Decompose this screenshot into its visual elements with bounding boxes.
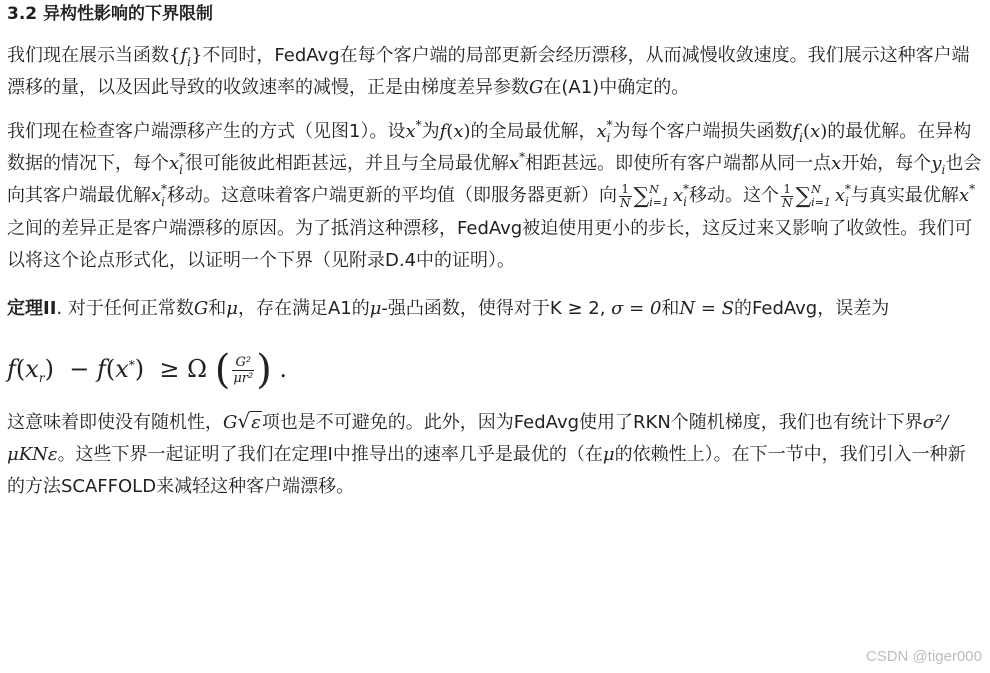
math-f: f (792, 121, 800, 142)
text-span: 在(A1)中确定的。 (543, 77, 690, 98)
text-span: 很可能彼此相距甚远，并且与全局最优解 (185, 153, 509, 174)
section-heading: 3.2 异构性影响的下界限制 (7, 4, 214, 24)
math-brace-close: } (190, 45, 203, 66)
math-x: x (509, 153, 520, 174)
math-star: * (844, 182, 851, 196)
fraction-denominator: N (781, 195, 793, 210)
math-y: y (931, 153, 942, 174)
math-xi-star: x (151, 185, 162, 206)
math-star: * (969, 182, 976, 196)
math-x: x (672, 185, 684, 206)
paragraph-implications (7, 405, 983, 503)
text-span: 也会向其客户端最优解 (7, 153, 982, 206)
text-span: 移动。这意味着客户端更新的平均值（即服务器更新）向 (167, 185, 617, 206)
sum-lower-limit: i=1 (649, 196, 669, 209)
document-page (7, 0, 983, 503)
fraction-numerator: 1 (619, 183, 632, 197)
math-x: x (831, 153, 842, 174)
paragraph-client-drift (7, 116, 983, 277)
math-star: * (606, 118, 613, 132)
theorem-block (7, 293, 983, 325)
math-xi-star: x (169, 153, 180, 174)
math-minus: − (61, 355, 97, 383)
math-paren: ( (15, 355, 26, 383)
math-x: x (25, 355, 39, 383)
math-N-eq-S: N = S (679, 298, 735, 319)
math-paren: ) (44, 355, 54, 383)
math-fraction (619, 183, 632, 210)
text-span: . 对于任何正常数 (56, 298, 194, 319)
text-span: 我们现在展示当函数 (7, 45, 169, 66)
math-x: x (115, 355, 129, 383)
math-geq: ≥ (151, 355, 188, 383)
text-span: 的FedAvg，误差为 (734, 298, 890, 319)
text-span: ，存在满足A1的 (237, 298, 370, 319)
fraction-denominator: μr² (233, 371, 254, 386)
fraction-numerator: G² (232, 355, 254, 371)
math-sub-i: i (187, 55, 191, 69)
text-span: 我们现在检查客户端漂移产生的方式（见图1）。设 (7, 121, 406, 142)
math-f: f (439, 121, 447, 142)
math-star: * (415, 118, 422, 132)
text-span: 这意味着即使没有随机性， (7, 412, 223, 433)
math-sub-i: i (845, 195, 849, 209)
sqrt-radical: √ (237, 409, 251, 433)
math-fraction (781, 183, 794, 210)
fraction-denominator: N (620, 195, 631, 210)
text-span: 的全局最优解， (470, 121, 597, 142)
math-paren: ) (134, 355, 145, 383)
math-x: x (405, 121, 416, 142)
text-span: 的依赖性上）。在下一节中，我们引入一种新的方法SCAFFOLD来减轻这种客户端漂移。 (7, 444, 966, 497)
text-span: 。这些下界一起证明了我们在定理I中推导出的速率几乎是最优的（在 (57, 444, 603, 465)
sum-upper-limit: N (811, 183, 821, 196)
text-span: 为每个客户端损失函数 (612, 121, 793, 142)
math-lower-bound: σ²/μKNε (7, 412, 949, 465)
math-sum-limits (811, 183, 831, 209)
math-G: G (223, 412, 238, 433)
math-sum-symbol: ∑ (633, 184, 650, 209)
math-x: x (453, 121, 464, 142)
math-sub-i: i (179, 163, 183, 177)
math-paren: ( (446, 121, 454, 142)
text-span: 开始，每个 (841, 153, 932, 174)
math-period: . (271, 355, 288, 383)
math-paren: ( (803, 121, 811, 142)
math-sum-limits (649, 183, 669, 209)
text-span: -强凸函数，使得对于K ≥ 2, (381, 298, 612, 319)
sum-upper-limit: N (649, 183, 659, 196)
math-mu: μ (369, 298, 382, 319)
math-big-paren: ( (214, 347, 231, 393)
math-sqrt (237, 405, 261, 439)
fraction-numerator: 1 (781, 183, 794, 197)
text-span: 为 (421, 121, 440, 142)
math-sub-r: r (38, 371, 45, 385)
math-G: G (193, 298, 209, 319)
math-sub-i: i (161, 195, 165, 209)
text-span: 项也是不可避免的。此外，因为FedAvg使用了RKN个随机梯度，我们也有统计下界 (261, 412, 923, 433)
math-x: x (958, 185, 970, 206)
display-equation (7, 339, 983, 399)
text-span: 相距甚远。即使所有客户端都从同一点 (525, 153, 832, 174)
math-x: x (810, 121, 821, 142)
math-set-fi: { (169, 45, 181, 66)
math-omega: Ω (187, 355, 208, 383)
text-span: 与真实最优解 (850, 185, 959, 206)
math-star: * (682, 182, 689, 196)
paragraph-intro (7, 40, 983, 104)
math-sum-symbol: ∑ (795, 184, 812, 209)
math-star: * (128, 358, 135, 372)
math-sub-i: i (941, 163, 946, 177)
theorem-label: 定理II (7, 298, 57, 319)
sum-lower-limit: i=1 (811, 196, 831, 209)
math-f: f (180, 45, 188, 66)
omega-fraction (232, 355, 254, 386)
math-big-paren: ) (256, 347, 272, 393)
math-f: f (7, 355, 16, 383)
math-xi-star: x (596, 121, 607, 142)
text-span: 的最优解。在异构数据的情况下，每个 (7, 121, 972, 174)
math-mu: μ (602, 444, 615, 465)
math-star: * (179, 150, 185, 164)
math-mu: μ (226, 298, 238, 319)
math-paren: ( (105, 355, 116, 383)
text-span: 和 (208, 298, 227, 319)
math-sigma-eq: σ = 0 (611, 298, 662, 319)
text-span: 之间的差异正是客户端漂移的原因。为了抵消这种漂移，FedAvg被迫使用更小的步长，这反过来又影响了收敛性。我们可以将这个论点形式化，以证明一个下界（见附录D.4中的证明）。 (7, 218, 973, 271)
math-f: f (96, 355, 106, 383)
text-span: 不同时，FedAvg在每个客户端的局部更新会经历漂移，从而减慢收敛速度。我们展示这种客户端漂移的量，以及因此导致的收敛速率的减慢，正是由梯度差异参数 (7, 45, 970, 98)
watermark: CSDN @tiger000 (865, 648, 982, 665)
sqrt-radicand: ε (251, 412, 261, 433)
math-sub-i: i (606, 131, 611, 145)
math-x: x (834, 185, 846, 206)
math-star: * (519, 150, 526, 164)
math-paren: ) (820, 121, 828, 142)
math-sub-i: i (799, 131, 804, 145)
text-span: 和 (661, 298, 680, 319)
math-paren: ) (463, 121, 471, 142)
math-sub-i: i (683, 195, 687, 209)
text-span: 移动。这个 (688, 185, 779, 206)
math-G: G (529, 77, 544, 98)
math-star: * (161, 182, 167, 196)
